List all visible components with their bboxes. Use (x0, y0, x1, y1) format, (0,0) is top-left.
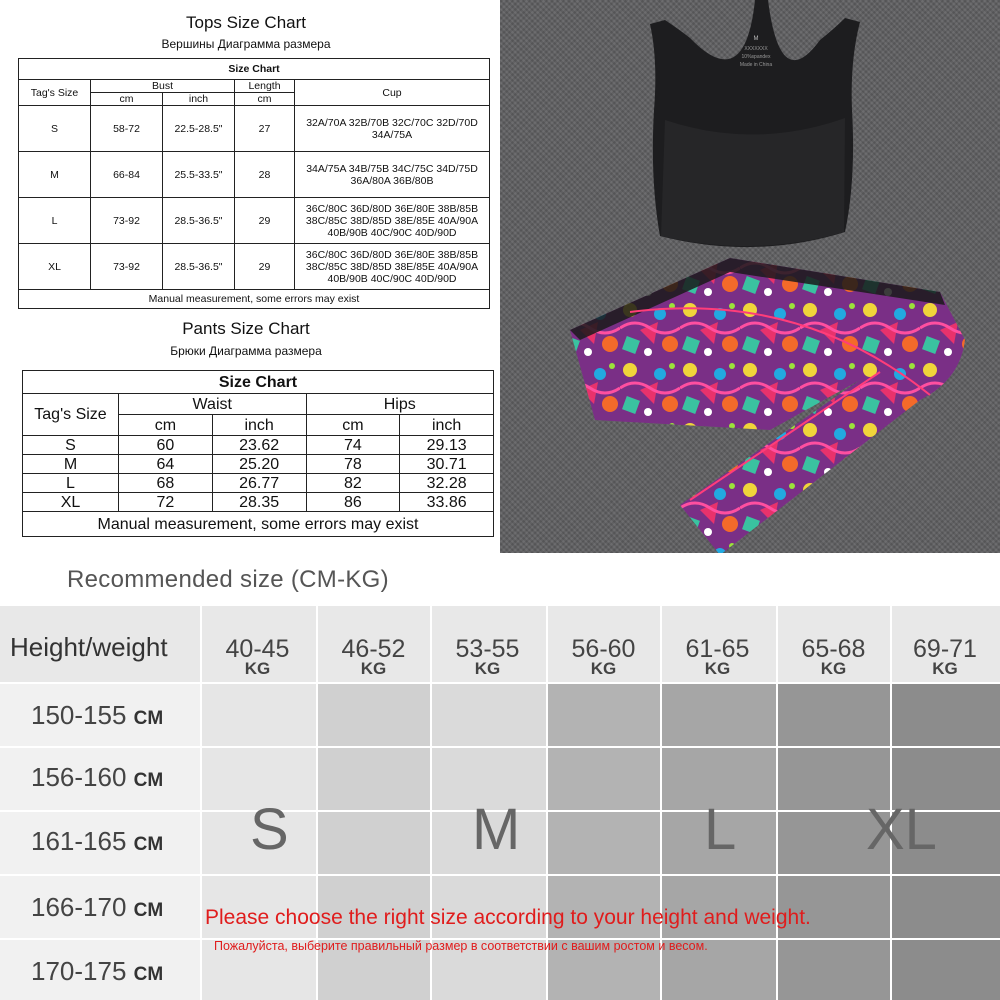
pants-tag: L (23, 474, 119, 493)
tops-tag: L (19, 198, 91, 244)
table-row (19, 198, 490, 244)
recommended-title: Recommended size (CM-KG) (67, 566, 389, 593)
size-advice-notice-ru: Пожалуйста, выберите правильный размер в соответствии с вашим ростом и весом. (214, 939, 708, 953)
pants-col-tag: Tag's Size (23, 394, 119, 436)
tops-sub-inch: inch (163, 93, 235, 106)
weight-header (200, 636, 315, 678)
tops-bust-inch: 25.5-33.5" (163, 152, 235, 198)
tops-cup: 32A/70A 32B/70B 32C/70C 32D/70D 34A/75A (295, 106, 490, 152)
pants-col-hips: Hips (306, 394, 494, 415)
height-unit: CM (133, 964, 164, 985)
tops-bust-cm: 73-92 (91, 198, 163, 244)
tops-length: 27 (235, 106, 295, 152)
pants-hips-inch: 33.86 (400, 493, 494, 512)
pants-sub-hips-inch: inch (400, 415, 494, 436)
height-unit: CM (133, 770, 164, 791)
pants-waist-cm: 60 (119, 436, 213, 455)
height-row-label (31, 700, 163, 731)
tops-tag: S (19, 106, 91, 152)
pants-table-title: Size Chart (23, 371, 494, 394)
height-range: 170-175 (31, 956, 127, 986)
pants-sub-waist-inch: inch (212, 415, 306, 436)
tops-chart-subtitle: Вершины Диаграмма размера (161, 37, 331, 51)
pants-hips-inch: 29.13 (400, 436, 494, 455)
tops-sub-cm: cm (91, 93, 163, 106)
height-range: 166-170 (31, 892, 127, 922)
tops-col-tag: Tag's Size (19, 80, 91, 106)
tops-col-length: Length (235, 80, 295, 93)
tops-length: 29 (235, 198, 295, 244)
height-row-label (31, 956, 163, 987)
pants-footer-note: Manual measurement, some errors may exist (23, 512, 494, 537)
weight-unit: KG (474, 659, 501, 678)
tops-col-bust: Bust (91, 80, 235, 93)
tops-bust-inch: 28.5-36.5" (163, 244, 235, 290)
height-unit: CM (133, 900, 164, 921)
table-row (23, 474, 494, 493)
pants-waist-inch: 23.62 (212, 436, 306, 455)
size-advice-notice: Please choose the right size according to your height and weight. (205, 906, 811, 929)
pants-sub-waist-cm: cm (119, 415, 213, 436)
tops-bust-inch: 22.5-28.5" (163, 106, 235, 152)
weight-unit: KG (244, 659, 271, 678)
pants-tag: M (23, 455, 119, 474)
weight-unit: KG (704, 659, 731, 678)
pants-hips-cm: 78 (306, 455, 400, 474)
tops-cup: 36C/80C 36D/80D 36E/80E 38B/85B 38C/85C 38D/85D 38E/85E 40A/90A 40B/90B 40C/90C 40D/90D (295, 198, 490, 244)
tops-size-table (18, 58, 490, 309)
weight-range: 46-52 (341, 635, 406, 663)
bra-label: M (753, 36, 759, 42)
printed-leggings (570, 258, 965, 553)
tops-cup: 34A/75A 34B/75B 34C/75C 34D/75D 36A/80A 36B/80B (295, 152, 490, 198)
tops-bust-cm: 58-72 (91, 106, 163, 152)
table-row (19, 106, 490, 152)
tops-sub-length-cm: cm (235, 93, 295, 106)
pants-col-waist: Waist (119, 394, 307, 415)
pants-sub-hips-cm: cm (306, 415, 400, 436)
height-row-label (31, 762, 163, 793)
weight-header (776, 636, 891, 678)
pants-tag: S (23, 436, 119, 455)
weight-header (546, 636, 661, 678)
tops-footer-note: Manual measurement, some errors may exist (19, 290, 490, 309)
size-s-label: S (250, 797, 289, 862)
height-range: 156-160 (31, 762, 127, 792)
tops-tag: M (19, 152, 91, 198)
tops-tag: XL (19, 244, 91, 290)
pants-hips-cm: 82 (306, 474, 400, 493)
weight-unit: KG (590, 659, 617, 678)
pants-tag: XL (23, 493, 119, 512)
tops-col-cup: Cup (295, 80, 490, 106)
weight-unit: KG (932, 659, 958, 678)
height-weight-label: Height/weight (10, 632, 168, 662)
height-range: 161-165 (31, 826, 127, 856)
pants-waist-cm: 68 (119, 474, 213, 493)
weight-range: 40-45 (225, 635, 290, 663)
weight-unit: KG (820, 659, 847, 678)
weight-header (890, 636, 1000, 678)
size-xl-label: XL (866, 797, 937, 862)
tops-bust-cm: 66-84 (91, 152, 163, 198)
weight-range: 69-71 (913, 635, 977, 663)
weight-range: 65-68 (801, 635, 866, 663)
table-row (19, 152, 490, 198)
weight-range: 53-55 (455, 635, 520, 663)
tops-length: 28 (235, 152, 295, 198)
pants-size-table (22, 370, 494, 537)
tops-table-title: Size Chart (19, 59, 490, 80)
tops-bust-inch: 28.5-36.5" (163, 198, 235, 244)
table-row (23, 455, 494, 474)
pants-waist-inch: 28.35 (212, 493, 306, 512)
weight-unit: KG (360, 659, 387, 678)
product-photo (500, 0, 1000, 553)
tops-chart-title: Tops Size Chart (186, 13, 306, 32)
weight-header (660, 636, 775, 678)
weight-header (430, 636, 545, 678)
height-row-label (31, 892, 163, 923)
tops-cup: 36C/80C 36D/80D 36E/80E 38B/85B 38C/85C 38D/85D 38E/85E 40A/90A 40B/90B 40C/90C 40D/90D (295, 244, 490, 290)
size-m-label: M (472, 797, 521, 862)
table-row (23, 493, 494, 512)
bra-label: XXXXXXX (744, 46, 768, 52)
product-illustration (500, 0, 1000, 553)
pants-waist-cm: 72 (119, 493, 213, 512)
tops-bust-cm: 73-92 (91, 244, 163, 290)
height-unit: CM (133, 834, 164, 855)
bra-label: Made in China (739, 62, 773, 68)
table-row (23, 436, 494, 455)
table-row (19, 244, 490, 290)
pants-hips-inch: 30.71 (400, 455, 494, 474)
weight-range: 56-60 (571, 635, 636, 663)
height-row-label (31, 826, 163, 857)
pants-waist-inch: 25.20 (212, 455, 306, 474)
pants-waist-inch: 26.77 (212, 474, 306, 493)
pants-chart-subtitle: Брюки Диаграмма размера (170, 344, 322, 358)
pants-hips-cm: 74 (306, 436, 400, 455)
weight-header (316, 636, 431, 678)
pants-hips-inch: 32.28 (400, 474, 494, 493)
size-l-label: L (704, 797, 737, 862)
height-range: 150-155 (31, 700, 127, 730)
bra-label: 10%spandex (741, 54, 771, 60)
pants-chart-title: Pants Size Chart (182, 319, 310, 338)
pants-hips-cm: 86 (306, 493, 400, 512)
height-unit: CM (133, 708, 164, 729)
tops-length: 29 (235, 244, 295, 290)
weight-range: 61-65 (685, 635, 750, 663)
pants-waist-cm: 64 (119, 455, 213, 474)
